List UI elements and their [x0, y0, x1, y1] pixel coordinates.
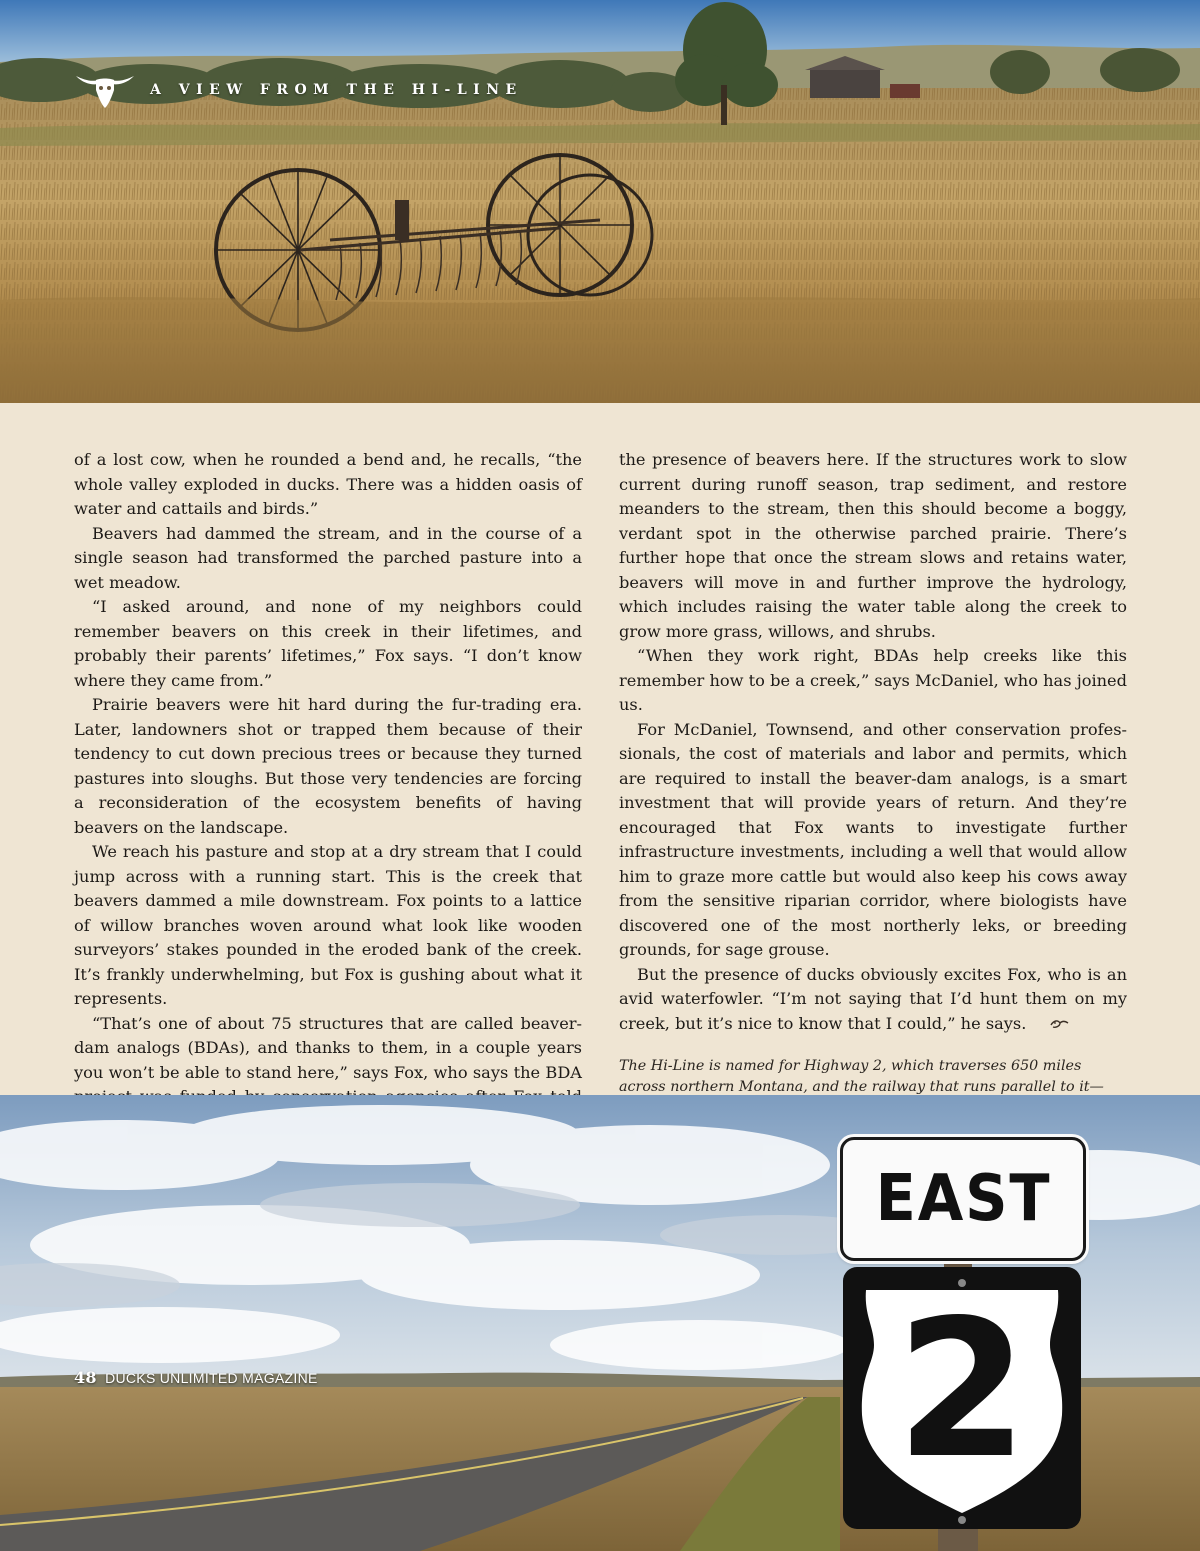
article-paragraph: “That’s one of about 75 structures that are called beaver-dam analogs (BDAs), and thanks to them, in a couple years you won’t be able to stand here,” says Fox, who says the BDA	[74, 1013, 582, 1082]
route-shield-sign	[843, 1267, 1081, 1527]
duck-end-mark-icon	[1032, 1012, 1070, 1037]
article-paragraph: Beavers had dammed the stream, and in the course of a single season had transformed the parched pasture into a wet meadow.	[74, 523, 582, 592]
photo-caption: The Hi-Line is named for Highway 2, which traverses 650 miles across northern Montana, and the railway that runs parallel to it—	[619, 1058, 1104, 1096]
route-number: 2	[895, 1279, 1029, 1500]
article-paragraph: For McDaniel, Townsend, and other conservation professionals, the cost of materials and labor and permits, which are required to install the beaver-dam analogs, is a smart investment that will provide years of return. And they’re encouraged that Fox wants to investigate further infrastructure investments, including a well that would allow him to graze more cattle but would also keep his cows away from the sensitive riparian corridor, where biologists have discovered one of the most northerly leks, or breeding grounds, for sage grouse.	[619, 719, 1127, 959]
article-paragraph	[619, 963, 1127, 1037]
publication-name: DUCKS UNLIMITED MAGAZINE	[105, 1370, 318, 1386]
page-footer	[74, 1368, 318, 1387]
section-kicker-text: A VIEW FROM THE HI-LINE	[150, 82, 523, 98]
section-kicker	[74, 68, 523, 112]
article-paragraph: of a lost cow, when he rounded a bend and, he recalls, “the whole valley exploded in ducks. There was a hidden oasis of water and cattails and birds.”	[74, 450, 582, 518]
article-final-sentence: But the presence of ducks obviously excites Fox, who is an avid waterfowler. “I’m not saying that I’d hunt them on my creek, but it’s nice to know that I could,” he says.	[619, 964, 1127, 1033]
article-right-column	[619, 448, 1127, 1119]
article-left-column	[74, 448, 582, 1134]
prairie-hay-rake-photo	[0, 0, 1200, 403]
highway-2-photo	[0, 1095, 1200, 1551]
east-sign-text: EAST	[875, 1162, 1051, 1236]
longhorn-skull-icon	[74, 70, 136, 110]
article-paragraph: “When they work right, BDAs help creeks like this remember how to be a creek,” says McDaniel, who has joined us.	[619, 646, 1127, 714]
article-paragraph: Prairie beavers were hit hard during the fur-trading era. Later, landowners shot or trapped them because of their tendency to cut down precious trees or because they turned pastures into sloughs. But those very tendencies are forcing a reconsideration of the ecosystem benefits of having beavers on the landscape.	[74, 695, 582, 837]
article-paragraph: “I asked around, and none of my neighbors could remember beavers on this creek in their lifetimes, and probably their parents’ lifetimes,” Fox says. “I don’t know where they came from.”	[74, 597, 582, 690]
article-paragraph: the presence of beavers here. If the structures work to slow current during runoff season, trap sediment, and restore meanders to the stream, then this should become a boggy, verdant spot in the otherwise parched prairie. There’s further hope that once the stream slows and retains water, beavers will move in and further improve the hydrology, which includes raising the water table along the creek to grow more grass, willows, and shrubs.	[619, 450, 1127, 641]
article-paragraph: We reach his pasture and stop at a dry stream that I could jump across with a running start. This is the creek that beavers dammed a mile downstream. Fox points to a lattice of willow branches woven around what look like wooden surveyors’ stakes pounded in the eroded bank of the creek. It’s frankly underwhelming, but Fox is gushing about what it represents.	[74, 842, 582, 1008]
article-text-area	[0, 403, 1200, 1095]
prairie-scene-illustration	[0, 0, 1200, 403]
page-number: 48	[74, 1368, 97, 1387]
east-direction-sign	[840, 1137, 1086, 1261]
